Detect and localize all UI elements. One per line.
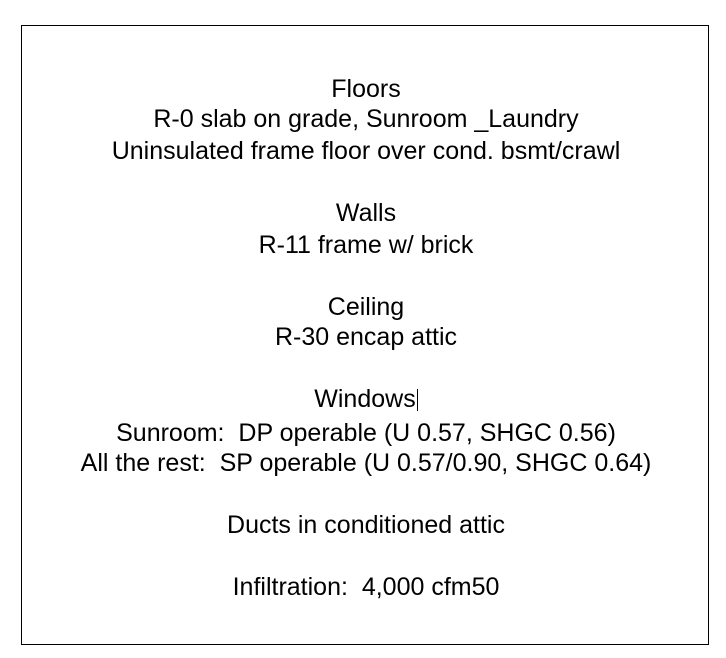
floors-frame-text: Uninsulated frame floor over cond. bsmt/crawl	[111, 137, 621, 165]
infiltration-text: Infiltration: 4,000 cfm50	[232, 573, 500, 601]
ceiling-text: R-30 encap attic	[274, 323, 458, 351]
text-box[interactable]	[21, 25, 709, 645]
windows-rest-text: All the rest: SP operable (U 0.57/0.90, SHGC 0.64)	[80, 449, 652, 477]
floors-slab-text: R-0 slab on grade, Sunroom _Laundry	[153, 105, 579, 133]
walls-text: R-11 frame w/ brick	[258, 231, 474, 259]
walls-heading: Walls	[335, 199, 397, 227]
text-cursor	[417, 389, 418, 411]
ceiling-heading: Ceiling	[327, 293, 405, 321]
windows-heading: Windows	[314, 385, 416, 413]
ducts-text: Ducts in conditioned attic	[227, 511, 505, 539]
floors-heading: Floors	[331, 75, 401, 103]
windows-sunroom-text: Sunroom: DP operable (U 0.57, SHGC 0.56)	[116, 419, 616, 447]
windows-heading-line[interactable]	[22, 384, 710, 414]
